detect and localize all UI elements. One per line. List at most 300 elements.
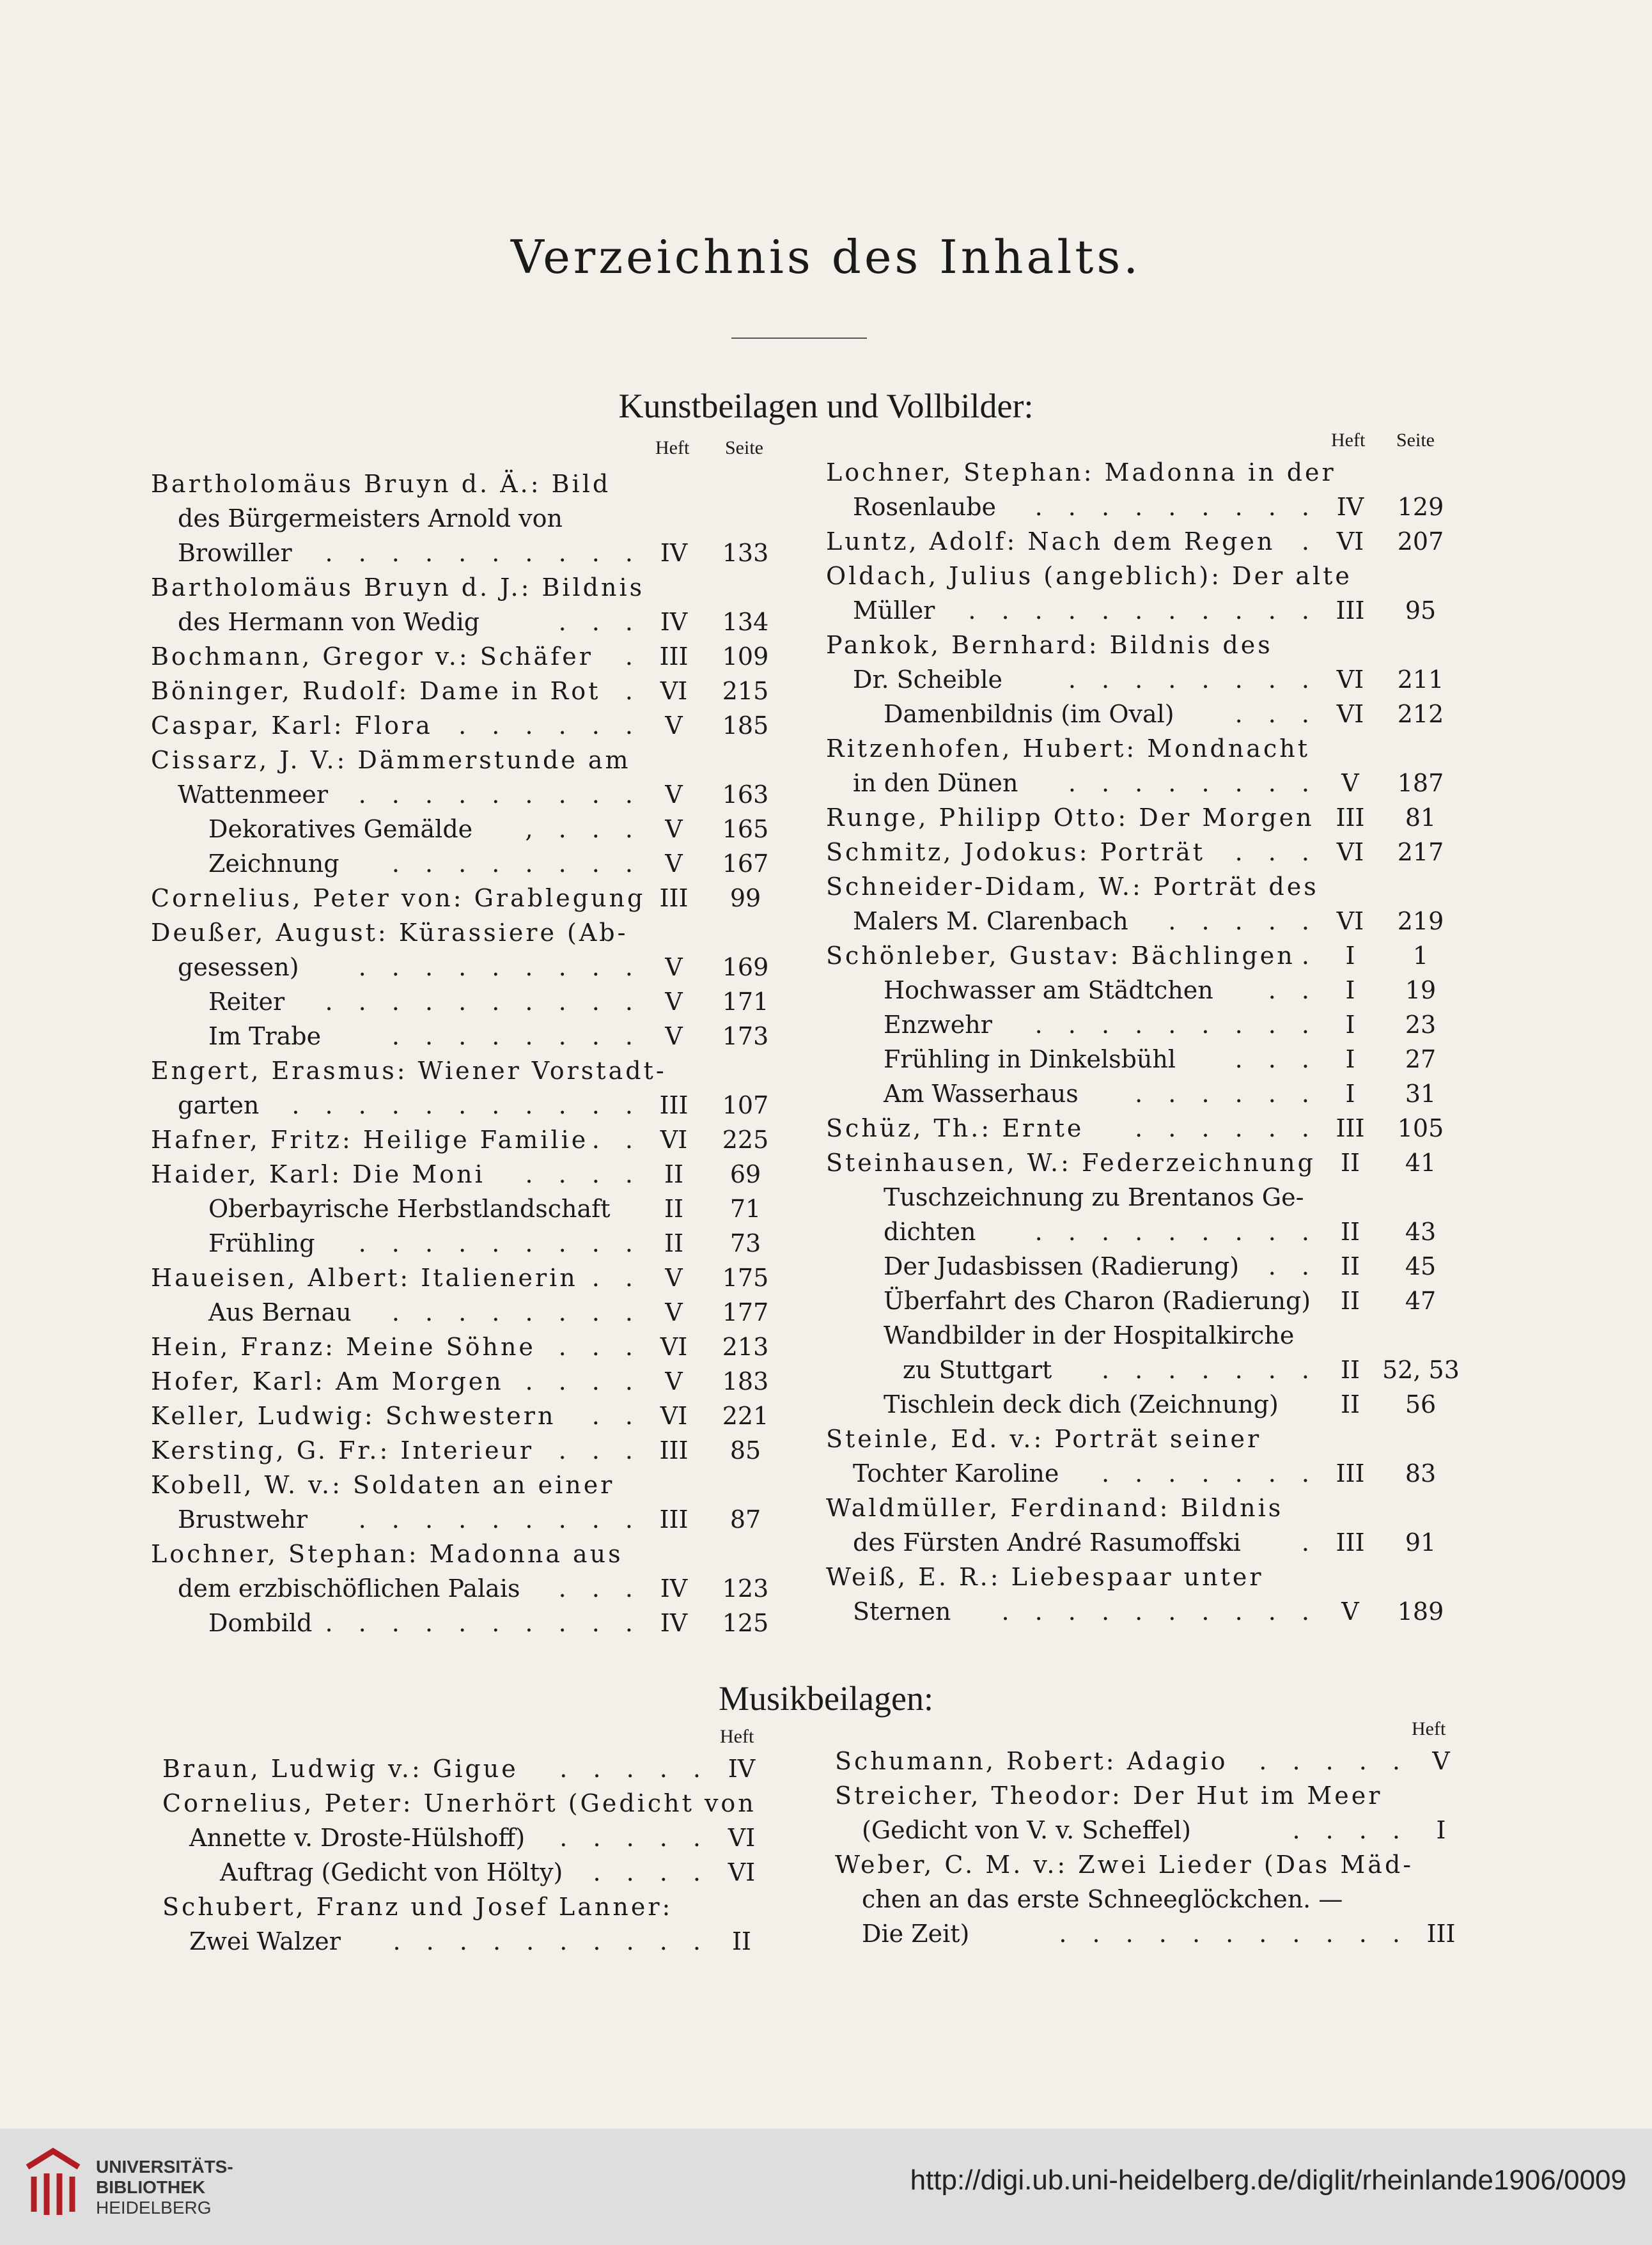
- entry-title: Oldach, Julius (angeblich): Der alte: [826, 562, 1352, 590]
- toc-entry: [826, 697, 1465, 731]
- entry-heft: V: [665, 711, 683, 740]
- entry-heft: II: [731, 1927, 752, 1955]
- leader-dots: . . . . . .: [1135, 1080, 1318, 1108]
- entry-title: Hofer, Karl: Am Morgen: [151, 1367, 504, 1395]
- toc-entry: [826, 800, 1465, 835]
- toc-entry: [826, 490, 1465, 524]
- leader-dots: . . . . . . . . . . .: [292, 1091, 642, 1119]
- entry-title: Ritzenhofen, Hubert: Mondnacht: [826, 734, 1311, 763]
- leader-dots: . . . . . . . .: [1068, 769, 1318, 797]
- toc-entry: [151, 1019, 790, 1053]
- entry-heft: V: [665, 781, 683, 809]
- leader-dots: . . .: [1235, 700, 1318, 728]
- entry-heft: II: [1340, 1252, 1360, 1280]
- toc-entry: [151, 1088, 790, 1122]
- entry-page-number: 109: [722, 642, 769, 671]
- entry-page-number: 133: [722, 539, 769, 567]
- entry-heft: VI: [660, 1402, 688, 1430]
- entry-heft: III: [659, 642, 689, 671]
- toc-entry: [151, 1261, 790, 1295]
- column-header-heft: Heft: [1412, 1718, 1446, 1739]
- entry-title: in den Dünen: [853, 769, 1018, 797]
- leader-dots: . .: [591, 1264, 642, 1292]
- entry-heft: V: [1432, 1747, 1450, 1775]
- entry-page-number: 81: [1405, 804, 1437, 832]
- entry-page-number: 83: [1405, 1459, 1437, 1488]
- section-heading-kunstbeilagen: Kunstbeilagen und Vollbilder:: [618, 387, 1034, 425]
- entry-title: Schönleber, Gustav: Bächlingen: [826, 942, 1295, 970]
- entry-title: des Fürsten André Rasumoffski: [853, 1528, 1241, 1557]
- entry-heft: IV: [660, 608, 688, 636]
- entry-page-number: 107: [722, 1091, 769, 1119]
- entry-title: Rosenlaube: [853, 493, 997, 521]
- column-header-heft: Heft: [720, 1726, 754, 1747]
- entry-title: Braun, Ludwig v.: Gigue: [162, 1755, 518, 1783]
- entry-heft: I: [1345, 942, 1355, 970]
- toc-entry: [151, 881, 790, 915]
- toc-entry: [826, 1042, 1465, 1076]
- entry-title: Sternen: [853, 1597, 951, 1626]
- leader-dots: . . . .: [593, 1858, 710, 1886]
- entry-title: Weber, C. M. v.: Zwei Lieder (Das Mäd-: [835, 1851, 1414, 1879]
- toc-entry: [151, 777, 790, 812]
- entry-page-number: 91: [1405, 1528, 1437, 1557]
- entry-title: Damenbildnis (im Oval): [884, 700, 1174, 728]
- entry-heft: III: [659, 884, 689, 912]
- entry-page-number: 95: [1405, 596, 1437, 625]
- toc-entry: [151, 674, 790, 708]
- leader-dots: .: [1301, 942, 1318, 970]
- entry-title: Tischlein deck dich (Zeichnung): [884, 1390, 1279, 1418]
- toc-entry: [162, 1752, 802, 1786]
- toc-entry: [826, 1215, 1465, 1249]
- entry-page-number: 215: [722, 677, 769, 705]
- entry-title: Wattenmeer: [178, 781, 329, 809]
- section-heading-musikbeilagen: Musikbeilagen:: [719, 1679, 933, 1718]
- entry-title: Dekoratives Gemälde: [208, 815, 473, 843]
- leader-dots: .: [1301, 1528, 1318, 1557]
- page-title: Verzeichnis des Inhalts.: [510, 230, 1142, 284]
- entry-heft: V: [665, 1298, 683, 1326]
- leader-dots: . . . . . . . . .: [1034, 1011, 1318, 1039]
- leader-dots: . . .: [1235, 838, 1318, 866]
- toc-entry: [151, 501, 790, 536]
- entry-title: Bartholomäus Bruyn d. Ä.: Bild: [151, 470, 611, 498]
- entry-heft: V: [665, 1264, 683, 1292]
- entry-title: Schubert, Franz und Josef Lanner:: [162, 1893, 673, 1921]
- entry-heft: III: [1336, 1528, 1365, 1557]
- entry-page-number: 134: [722, 608, 769, 636]
- toc-entry: [151, 812, 790, 846]
- column-header-heft: Heft: [1331, 430, 1366, 451]
- toc-entry: [151, 1330, 790, 1364]
- toc-entry: [151, 846, 790, 881]
- entry-title: Tochter Karoline: [853, 1459, 1059, 1488]
- toc-entry: [151, 984, 790, 1019]
- toc-entry: [151, 1295, 790, 1330]
- entry-page-number: 105: [1397, 1114, 1444, 1142]
- toc-entry: [826, 1525, 1465, 1560]
- entry-heft: V: [665, 850, 683, 878]
- leader-dots: . . . . .: [1168, 907, 1318, 935]
- title-divider: [731, 338, 867, 339]
- leader-dots: . . . . . . . .: [391, 1022, 642, 1050]
- leader-dots: . . . . .: [559, 1755, 710, 1783]
- entry-heft: IV: [728, 1755, 756, 1783]
- entry-title: Reiter: [208, 988, 285, 1016]
- leader-dots: . . . . . . .: [1101, 1356, 1318, 1384]
- toc-entry: [826, 904, 1465, 938]
- toc-entry: [151, 639, 790, 674]
- entry-title: Frühling in Dinkelsbühl: [884, 1045, 1176, 1073]
- entry-heft: VI: [728, 1824, 756, 1852]
- entry-title: Deußer, August: Kürassiere (Ab-: [151, 919, 628, 947]
- leader-dots: . . . . . . . .: [391, 850, 642, 878]
- toc-entry: [826, 731, 1465, 766]
- toc-entry: [151, 743, 790, 777]
- entry-title: Kersting, G. Fr.: Interieur: [151, 1436, 534, 1464]
- leader-dots: . . . . . . . . .: [1034, 1218, 1318, 1246]
- toc-entry: [151, 570, 790, 605]
- entry-title: Haider, Karl: Die Moni: [151, 1160, 485, 1188]
- entry-heft: VI: [728, 1858, 756, 1886]
- toc-entry: [826, 524, 1465, 559]
- toc-entry: [826, 1284, 1465, 1318]
- entry-title: Cornelius, Peter von: Grablegung: [151, 884, 646, 912]
- entry-page-number: 47: [1405, 1287, 1437, 1315]
- toc-entry: [826, 1249, 1465, 1284]
- entry-heft: II: [664, 1195, 684, 1223]
- toc-entry: [826, 835, 1465, 869]
- library-name-line: HEIDELBERG: [96, 2198, 212, 2218]
- toc-entry: [835, 1882, 1474, 1916]
- leader-dots: . . . . .: [559, 1824, 710, 1852]
- entry-page-number: 225: [722, 1126, 769, 1154]
- entry-heft: III: [1426, 1920, 1456, 1948]
- entry-title: Schmitz, Jodokus: Porträt: [826, 838, 1206, 866]
- leader-dots: . . . .: [1292, 1816, 1409, 1844]
- entry-title: Pankok, Bernhard: Bildnis des: [826, 631, 1273, 659]
- entry-title: Wandbilder in der Hospitalkirche: [884, 1321, 1295, 1349]
- toc-entry: [151, 915, 790, 950]
- toc-entry: [151, 1157, 790, 1192]
- toc-entry: [826, 938, 1465, 973]
- entry-title: Lochner, Stephan: Madonna aus: [151, 1540, 623, 1568]
- entry-title: Cissarz, J. V.: Dämmerstunde am: [151, 746, 631, 774]
- toc-entry: [826, 766, 1465, 800]
- entry-heft: V: [1341, 1597, 1359, 1626]
- entry-title: Annette v. Droste-Hülshoff): [189, 1824, 526, 1852]
- entry-page-number: 73: [729, 1229, 761, 1257]
- entry-heft: IV: [660, 1609, 688, 1637]
- leader-dots: . . .: [1235, 1045, 1318, 1073]
- leader-dots: . . . . . . . . . .: [325, 1609, 642, 1637]
- toc-entry: [835, 1916, 1474, 1951]
- leader-dots: . .: [1268, 1252, 1318, 1280]
- university-library-logo-icon: [18, 2141, 88, 2225]
- toc-entry: [162, 1821, 802, 1855]
- entry-heft: VI: [1336, 527, 1364, 555]
- entry-title: Kobell, W. v.: Soldaten an einer: [151, 1471, 615, 1499]
- leader-dots: . . . .: [525, 1367, 642, 1395]
- entry-page-number: 99: [729, 884, 761, 912]
- entry-title: des Bürgermeisters Arnold von: [178, 504, 563, 532]
- entry-heft: IV: [660, 539, 688, 567]
- entry-page-number: 87: [729, 1505, 761, 1534]
- entry-title: Überfahrt des Charon (Radierung): [884, 1287, 1311, 1315]
- entry-title: (Gedicht von V. v. Scheffel): [862, 1816, 1191, 1844]
- entry-title: Schüz, Th.: Ernte: [826, 1114, 1084, 1142]
- library-name: [96, 2157, 233, 2218]
- entry-title: Engert, Erasmus: Wiener Vorstadt-: [151, 1057, 667, 1085]
- entry-page-number: 23: [1405, 1011, 1437, 1039]
- leader-dots: .: [625, 677, 642, 705]
- entry-title: Streicher, Theodor: Der Hut im Meer: [835, 1782, 1383, 1810]
- entry-page-number: 19: [1405, 976, 1437, 1004]
- footer-bar: [0, 2129, 1652, 2245]
- entry-title: Zwei Walzer: [189, 1927, 341, 1955]
- toc-entry: [162, 1890, 802, 1924]
- entry-page-number: 52, 53: [1382, 1356, 1460, 1384]
- entry-title: Lochner, Stephan: Madonna in der: [826, 458, 1336, 486]
- entry-page-number: 129: [1397, 493, 1444, 521]
- entry-heft: V: [665, 1367, 683, 1395]
- toc-entry: [826, 1491, 1465, 1525]
- toc-entry: [162, 1855, 802, 1890]
- toc-entry: [826, 869, 1465, 904]
- entry-heft: V: [665, 815, 683, 843]
- entry-heft: III: [1336, 596, 1365, 625]
- toc-entry: [151, 1502, 790, 1537]
- toc-entry: [151, 1399, 790, 1433]
- entry-title: Bartholomäus Bruyn d. J.: Bildnis: [151, 573, 645, 602]
- entry-heft: III: [659, 1091, 689, 1119]
- entry-page-number: 177: [722, 1298, 769, 1326]
- toc-entry: [151, 950, 790, 984]
- entry-page-number: 56: [1405, 1390, 1437, 1418]
- entry-heft: I: [1345, 1080, 1355, 1108]
- entry-heft: V: [665, 1022, 683, 1050]
- toc-entry: [826, 1007, 1465, 1042]
- entry-page-number: 187: [1397, 769, 1444, 797]
- entry-title: Enzwehr: [884, 1011, 992, 1039]
- library-name-line: UNIVERSITÄTS-: [96, 2157, 233, 2177]
- toc-entry: [826, 1594, 1465, 1629]
- leader-dots: . . .: [558, 1574, 642, 1603]
- entry-page-number: 173: [722, 1022, 769, 1050]
- entry-heft: II: [1340, 1218, 1360, 1246]
- permalink-url[interactable]: http://digi.ub.uni-heidelberg.de/diglit/rheinlande1906/0009: [910, 2164, 1626, 2196]
- toc-entry: [151, 1571, 790, 1606]
- toc-entry: [151, 708, 790, 743]
- leader-dots: . . . . .: [1259, 1747, 1409, 1775]
- leader-dots: . . .: [558, 1333, 642, 1361]
- toc-entry: [151, 1433, 790, 1468]
- leader-dots: . . .: [558, 608, 642, 636]
- toc-entry: [826, 1422, 1465, 1456]
- leader-dots: . . . . . . . . . .: [325, 988, 642, 1016]
- leader-dots: . . . . . . . .: [1068, 665, 1318, 694]
- entry-title: gesessen): [178, 953, 299, 981]
- toc-entry: [151, 1606, 790, 1640]
- entry-heft: III: [1336, 804, 1365, 832]
- entry-page-number: 71: [729, 1195, 761, 1223]
- entry-heft: VI: [660, 1333, 688, 1361]
- entry-heft: III: [1336, 1459, 1365, 1488]
- entry-page-number: 207: [1397, 527, 1444, 555]
- entry-heft: V: [665, 988, 683, 1016]
- entry-heft: I: [1345, 1011, 1355, 1039]
- entry-heft: III: [659, 1505, 689, 1534]
- entry-page-number: 45: [1405, 1252, 1437, 1280]
- entry-title: Runge, Philipp Otto: Der Morgen: [826, 804, 1314, 832]
- entry-heft: II: [1340, 1149, 1360, 1177]
- leader-dots: . . . . . . . . . .: [325, 539, 642, 567]
- entry-heft: IV: [1336, 493, 1364, 521]
- entry-heft: I: [1345, 1045, 1355, 1073]
- entry-title: Hochwasser am Städtchen: [884, 976, 1213, 1004]
- entry-heft: I: [1345, 976, 1355, 1004]
- toc-entry: [151, 536, 790, 570]
- leader-dots: .: [625, 642, 642, 671]
- entry-title: Frühling: [208, 1229, 315, 1257]
- toc-entry: [826, 1353, 1465, 1387]
- entry-page-number: 41: [1405, 1149, 1437, 1177]
- entry-page-number: 123: [722, 1574, 769, 1603]
- entry-page-number: 183: [722, 1367, 769, 1395]
- leader-dots: . . . . . .: [1135, 1114, 1318, 1142]
- entry-heft: VI: [1336, 907, 1364, 935]
- entry-title: Zeichnung: [208, 850, 339, 878]
- entry-title: Am Wasserhaus: [884, 1080, 1079, 1108]
- entry-page-number: 211: [1397, 665, 1444, 694]
- toc-entry: [151, 1053, 790, 1088]
- entry-title: Waldmüller, Ferdinand: Bildnis: [826, 1494, 1284, 1522]
- leader-dots: . . . . . . . . .: [358, 953, 642, 981]
- toc-entry: [835, 1778, 1474, 1813]
- entry-page-number: 221: [722, 1402, 769, 1430]
- library-name-line: BIBLIOTHEK: [96, 2177, 206, 2197]
- entry-title: Müller: [853, 596, 935, 625]
- entry-title: Im Trabe: [208, 1022, 322, 1050]
- leader-dots: . . . . . . . . .: [358, 1229, 642, 1257]
- toc-entry: [151, 605, 790, 639]
- entry-page-number: 85: [729, 1436, 761, 1464]
- entry-title: des Hermann von Wedig: [178, 608, 480, 636]
- entry-heft: II: [664, 1229, 684, 1257]
- entry-title: Der Judasbissen (Radierung): [884, 1252, 1240, 1280]
- entry-title: Browiller: [178, 539, 292, 567]
- entry-heft: VI: [1336, 665, 1364, 694]
- entry-title: Auftrag (Gedicht von Hölty): [220, 1858, 563, 1886]
- entry-title: Brustwehr: [178, 1505, 308, 1534]
- entry-title: Schumann, Robert: Adagio: [835, 1747, 1228, 1775]
- leader-dots: , . . .: [525, 815, 642, 843]
- entry-page-number: 31: [1405, 1080, 1437, 1108]
- entry-title: chen an das erste Schneeglöckchen. —: [862, 1885, 1343, 1913]
- entry-title: Weiß, E. R.: Liebespaar unter: [826, 1563, 1264, 1591]
- toc-entry: [826, 1076, 1465, 1111]
- entry-page-number: 175: [722, 1264, 769, 1292]
- entry-title: Steinhausen, W.: Federzeichnung: [826, 1149, 1316, 1177]
- toc-entry: [151, 1192, 790, 1226]
- entry-title: garten: [178, 1091, 260, 1119]
- entry-heft: I: [1436, 1816, 1446, 1844]
- toc-entry: [826, 1387, 1465, 1422]
- entry-page-number: 185: [722, 711, 769, 740]
- leader-dots: . . . . . . . . . .: [1001, 1597, 1318, 1626]
- toc-entry: [151, 1226, 790, 1261]
- entry-page-number: 43: [1405, 1218, 1437, 1246]
- entry-title: Cornelius, Peter: Unerhört (Gedicht von: [162, 1789, 756, 1817]
- toc-entry: [151, 1537, 790, 1571]
- entry-title: Keller, Ludwig: Schwestern: [151, 1402, 556, 1430]
- leader-dots: . . . .: [525, 1160, 642, 1188]
- toc-entry: [826, 1318, 1465, 1353]
- toc-entry: [826, 1560, 1465, 1594]
- kunst-left-column: [151, 467, 790, 1640]
- toc-entry: [835, 1744, 1474, 1778]
- entry-page-number: 69: [729, 1160, 761, 1188]
- toc-entry: [826, 1146, 1465, 1180]
- entry-title: Luntz, Adolf: Nach dem Regen: [826, 527, 1275, 555]
- column-header-heft: Heft: [655, 437, 690, 458]
- leader-dots: . . . . . . .: [1101, 1459, 1318, 1488]
- leader-dots: . .: [591, 1126, 642, 1154]
- kunst-right-column: [826, 455, 1465, 1629]
- entry-page-number: 167: [722, 850, 769, 878]
- entry-page-number: 125: [722, 1609, 769, 1637]
- toc-entry: [151, 1468, 790, 1502]
- entry-title: Die Zeit): [862, 1920, 970, 1948]
- entry-title: zu Stuttgart: [903, 1356, 1052, 1384]
- entry-title: Hein, Franz: Meine Söhne: [151, 1333, 536, 1361]
- entry-title: Malers M. Clarenbach: [853, 907, 1128, 935]
- entry-title: Caspar, Karl: Flora: [151, 711, 433, 740]
- entry-heft: IV: [660, 1574, 688, 1603]
- entry-heft: VI: [660, 677, 688, 705]
- toc-entry: [151, 1364, 790, 1399]
- toc-entry: [826, 455, 1465, 490]
- entry-title: Bochmann, Gregor v.: Schäfer: [151, 642, 593, 671]
- leader-dots: . . . . . . . . . .: [393, 1927, 710, 1955]
- entry-heft: III: [659, 1436, 689, 1464]
- toc-entry: [826, 559, 1465, 593]
- entry-title: Dr. Scheible: [853, 665, 1003, 694]
- leader-dots: . . . . . .: [458, 711, 642, 740]
- toc-entry: [826, 1180, 1465, 1215]
- entry-title: dichten: [884, 1218, 976, 1246]
- leader-dots: . . . . . . . . .: [358, 1505, 642, 1534]
- entry-title: Böninger, Rudolf: Dame in Rot: [151, 677, 601, 705]
- toc-entry: [162, 1924, 802, 1959]
- leader-dots: . . . . . . . . . . .: [1059, 1920, 1409, 1948]
- toc-entry: [835, 1813, 1474, 1847]
- entry-heft: VI: [1336, 838, 1364, 866]
- entry-page-number: 212: [1397, 700, 1444, 728]
- leader-dots: .: [1301, 527, 1318, 555]
- leader-dots: . . . . . . . . .: [1034, 493, 1318, 521]
- leader-dots: . .: [591, 1402, 642, 1430]
- entry-heft: II: [1340, 1287, 1360, 1315]
- musik-left-column: [162, 1752, 802, 1959]
- entry-page-number: 163: [722, 781, 769, 809]
- toc-entry: [826, 1456, 1465, 1491]
- leader-dots: . . .: [558, 1436, 642, 1464]
- entry-heft: III: [1336, 1114, 1365, 1142]
- entry-heft: II: [1340, 1390, 1360, 1418]
- toc-entry: [826, 1111, 1465, 1146]
